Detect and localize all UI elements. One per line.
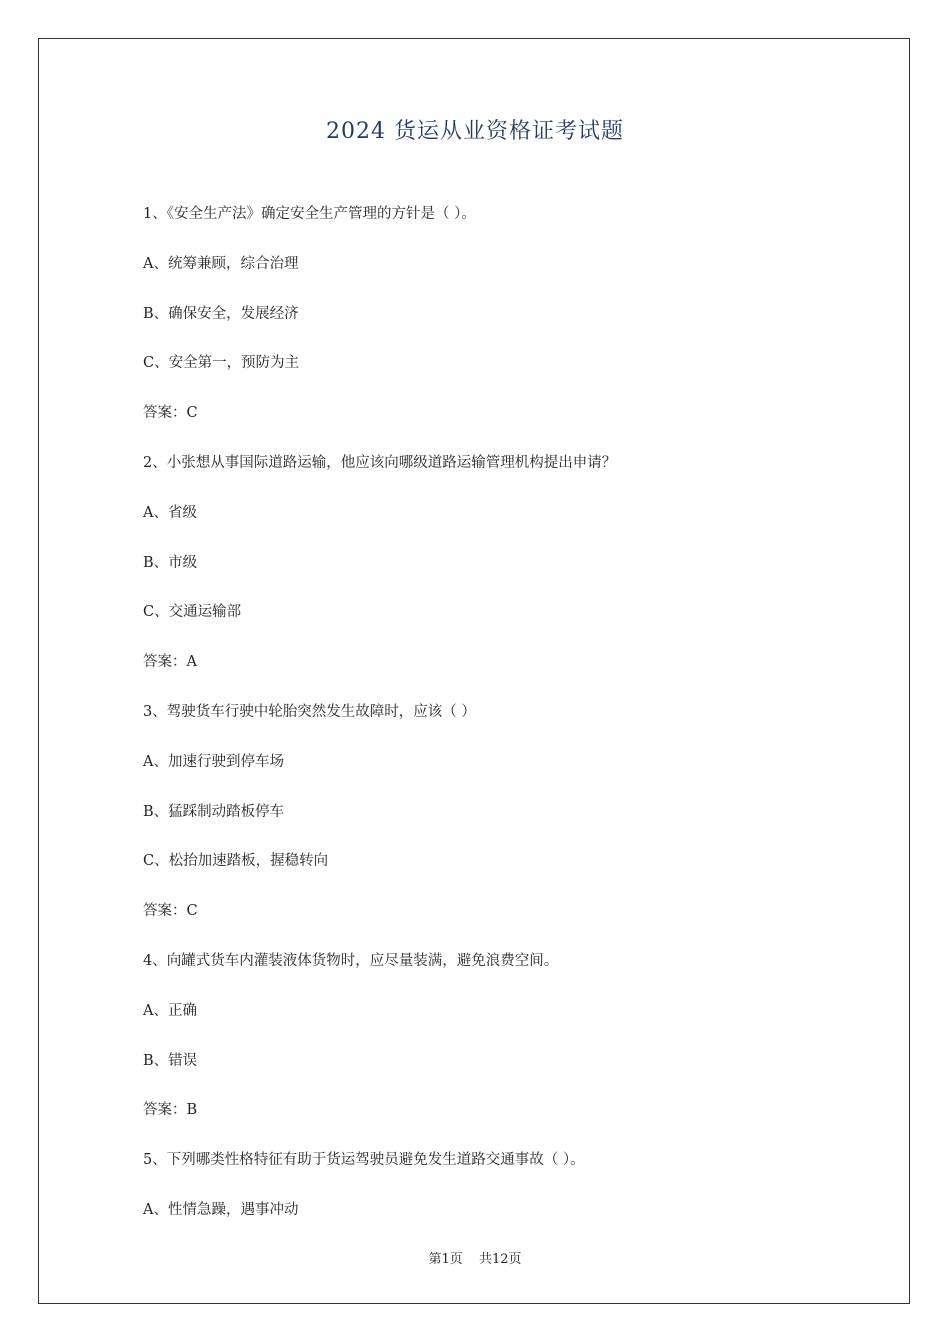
question-1-option-c: C、安全第一，预防为主 bbox=[143, 355, 300, 372]
question-3-answer: 答案：C bbox=[143, 903, 198, 920]
page-footer bbox=[0, 1248, 950, 1267]
question-4-option-b: B、错误 bbox=[143, 1052, 198, 1069]
question-4-option-a: A、正确 bbox=[143, 1002, 197, 1019]
question-5-option-a: A、性情急躁，遇事冲动 bbox=[143, 1201, 299, 1218]
question-2-answer: 答案：A bbox=[143, 654, 197, 671]
question-5-stem: 5、下列哪类性格特征有助于货运驾驶员避免发生道路交通事故（ ）。 bbox=[143, 1152, 585, 1169]
page-total: 共12页 bbox=[478, 1252, 522, 1267]
question-3-option-a: A、加速行驶到停车场 bbox=[143, 753, 284, 770]
question-3-option-c: C、松抬加速踏板，握稳转向 bbox=[143, 853, 329, 870]
question-1-answer: 答案：C bbox=[143, 405, 198, 422]
question-list bbox=[143, 203, 863, 1249]
question-1-stem: 1、《安全生产法》确定安全生产管理的方针是（ ）。 bbox=[143, 206, 476, 222]
question-2-option-c: C、交通运输部 bbox=[143, 604, 242, 621]
question-1-option-b: B、确保安全，发展经济 bbox=[143, 305, 299, 322]
question-4-stem: 4、向罐式货车内灌装液体货物时，应尽量装满，避免浪费空间。 bbox=[143, 952, 559, 969]
question-2-option-a: A、省级 bbox=[143, 504, 197, 521]
page-number: 第1页 bbox=[428, 1252, 463, 1267]
question-1-option-a: A、统筹兼顾，综合治理 bbox=[143, 255, 299, 272]
question-3-option-b: B、猛踩制动踏板停车 bbox=[143, 803, 285, 820]
question-4-answer: 答案：B bbox=[143, 1102, 198, 1119]
question-2-stem: 2、小张想从事国际道路运输，他应该向哪级道路运输管理机构提出申请？ bbox=[143, 454, 617, 471]
document-title: 2024 货运从业资格证考试题 bbox=[326, 119, 624, 144]
question-2-option-b: B、市级 bbox=[143, 554, 198, 571]
question-3-stem: 3、驾驶货车行驶中轮胎突然发生故障时，应该（ ） bbox=[143, 703, 476, 720]
